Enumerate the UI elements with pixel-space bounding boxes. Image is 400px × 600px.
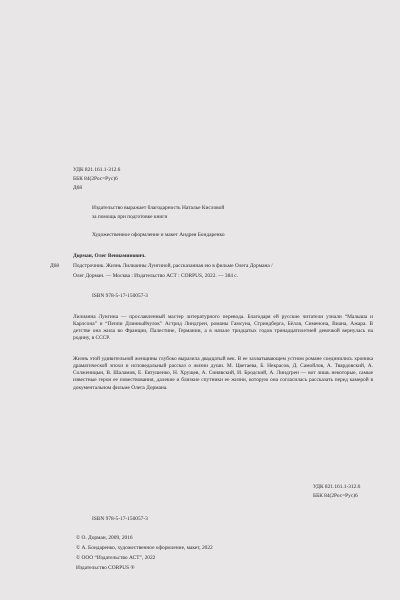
publisher-imprint: Издательство CORPUS ® [76,565,135,571]
margin-author-mark: Д68 [50,263,60,269]
bbk-code: ББК 84(2Рос=Рус)6 [73,176,118,182]
isbn-record: ISBN 978-5-17-150057-3 [92,293,148,299]
title-line-1: Подстрочник. Жизнь Лилианны Лунгиной, рассказанная ею в фильме Олега Дормана / [73,263,273,269]
author-heading: Дорман, Олег Вениаминович. [73,253,146,259]
udk-code: УДК 821.161.1-312.6 [73,167,121,173]
annotation-paragraph-2: Жизнь этой удивительной женщины глубоко выразила двадцатый век. В ее захватывающем устном романе соединились хроника драматической эпохи и исповедальный рассказ о жизни души. М. Цветаева, Б. Некрасов, Д. Самойлов, А. Твардовский, А. Солженицын, В. Шаламов, Е. Евтушенко, Н. Хрущев, А. Синявский, И. Бродский, А. Линдгрен — вот лишь некоторые, самые известные герои ее повествования, далекие и близкие спутники ее жизни, которую она согласилась рассказать перед камерой в документальном фильме Олега Дормана. [73,356,373,391]
author-mark: Д68 [73,185,83,191]
copyright-line: © О. Дорман, 2009, 2016 [76,535,133,541]
thanks-line-2: за помощь при подготовке книги [92,214,168,220]
copyright-line: © А. Бондаренко, художественное оформление, макет, 2022 [76,545,213,551]
footer-bbk-code: ББК 84(2Рос=Рус)6 [313,493,358,499]
annotation-paragraph-1: Лилианна Лунгина — прославленный мастер литературного перевода. Благодаря ей русские читатели узнали “Малыша и Карлсона” и “Пеппи Длинныйчулок” Астрид Линдгрен, романы Гамсуна, Стриндберга, Бёлля, Сименона, Виана, Ажара. В детстве она жила во Франции, Палестине, Германии, а в начале тридцатых годов тринадцатилетней девочкой вернулась на родину, в СССР. [73,314,373,342]
title-line-2: Олег Дорман. — Москва : Издательство АСТ : CORPUS, 2022. — 384 с. [73,273,239,279]
thanks-line-1: Издательство выражает благодарность Наталье Кисловой [92,205,225,211]
copyright-line: © ООО “Издательство АСТ”, 2022 [76,555,156,561]
design-credit: Художественное оформление и макет Андрея Бондаренко [92,232,225,238]
footer-udk-code: УДК 821.161.1-312.6 [313,484,361,490]
isbn: ISBN 978-5-17-150057-3 [92,516,148,522]
